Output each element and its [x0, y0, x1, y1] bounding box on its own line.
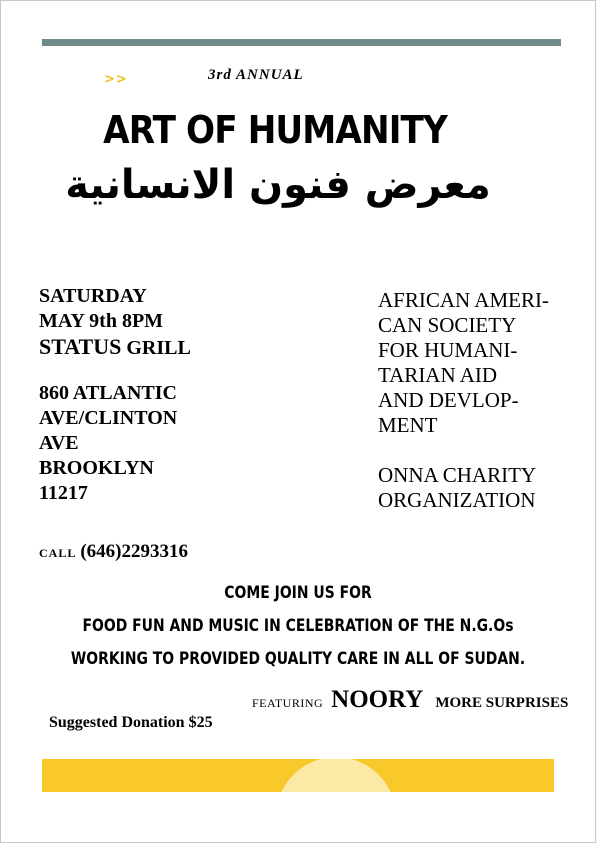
host-org-line: FOR HUMANI-: [378, 338, 518, 362]
event-title: ART OF HUMANITY: [103, 108, 447, 152]
more-surprises: MORE SURPRISES: [435, 695, 569, 711]
event-title-arabic: معرض فنون الانسانية: [65, 162, 491, 208]
annual-label: 3rd ANNUAL: [208, 67, 304, 83]
event-date-time: MAY 9th 8PM: [39, 310, 164, 332]
invitation-text: [0, 577, 596, 676]
host-org-line: ONNA CHARITY: [378, 463, 537, 487]
host-organizations: [378, 288, 578, 513]
venue-name-status: STATUS: [39, 334, 122, 359]
event-details: [39, 284, 191, 506]
venue-name-grill: GRILL: [121, 337, 191, 359]
address-line: AVE: [39, 432, 79, 454]
suggested-donation: Suggested Donation $25: [49, 714, 213, 731]
address-line: BROOKLYN: [39, 457, 154, 479]
host-org-line: MENT: [378, 413, 438, 437]
host-org-line: ORGANIZATION: [378, 488, 536, 512]
event-venue: [39, 334, 191, 361]
bottom-decorative-bar: [42, 759, 554, 792]
featuring-line: [252, 686, 568, 714]
host-org-line: CAN SOCIETY: [378, 313, 517, 337]
contact-line: [39, 541, 188, 563]
decorative-arc: [276, 759, 396, 792]
double-chevron-icon: >>: [104, 72, 128, 87]
host-org-line: AND DEVLOP-: [378, 388, 519, 412]
host-org-line: TARIAN AID: [378, 363, 498, 387]
phone-number: (646)2293316: [80, 541, 188, 562]
invite-line-1: COME JOIN US FOR: [224, 583, 372, 603]
event-day: SATURDAY: [39, 285, 147, 307]
featuring-label: FEATURING: [252, 696, 324, 710]
address-line: 11217: [39, 482, 88, 504]
host-org-line: AFRICAN AMERI-: [378, 288, 549, 312]
featured-artist: NOORY: [331, 686, 424, 713]
address-line: 860 ATLANTIC: [39, 382, 177, 404]
invite-line-3: WORKING TO PROVIDED QUALITY CARE IN ALL OF SUDAN.: [70, 649, 526, 669]
invite-line-2: FOOD FUN AND MUSIC IN CELEBRATION OF THE N.G.Os: [82, 616, 514, 636]
address-line: AVE/CLINTON: [39, 407, 178, 429]
top-decorative-bar: [42, 39, 561, 46]
call-label: CALL: [39, 546, 77, 560]
